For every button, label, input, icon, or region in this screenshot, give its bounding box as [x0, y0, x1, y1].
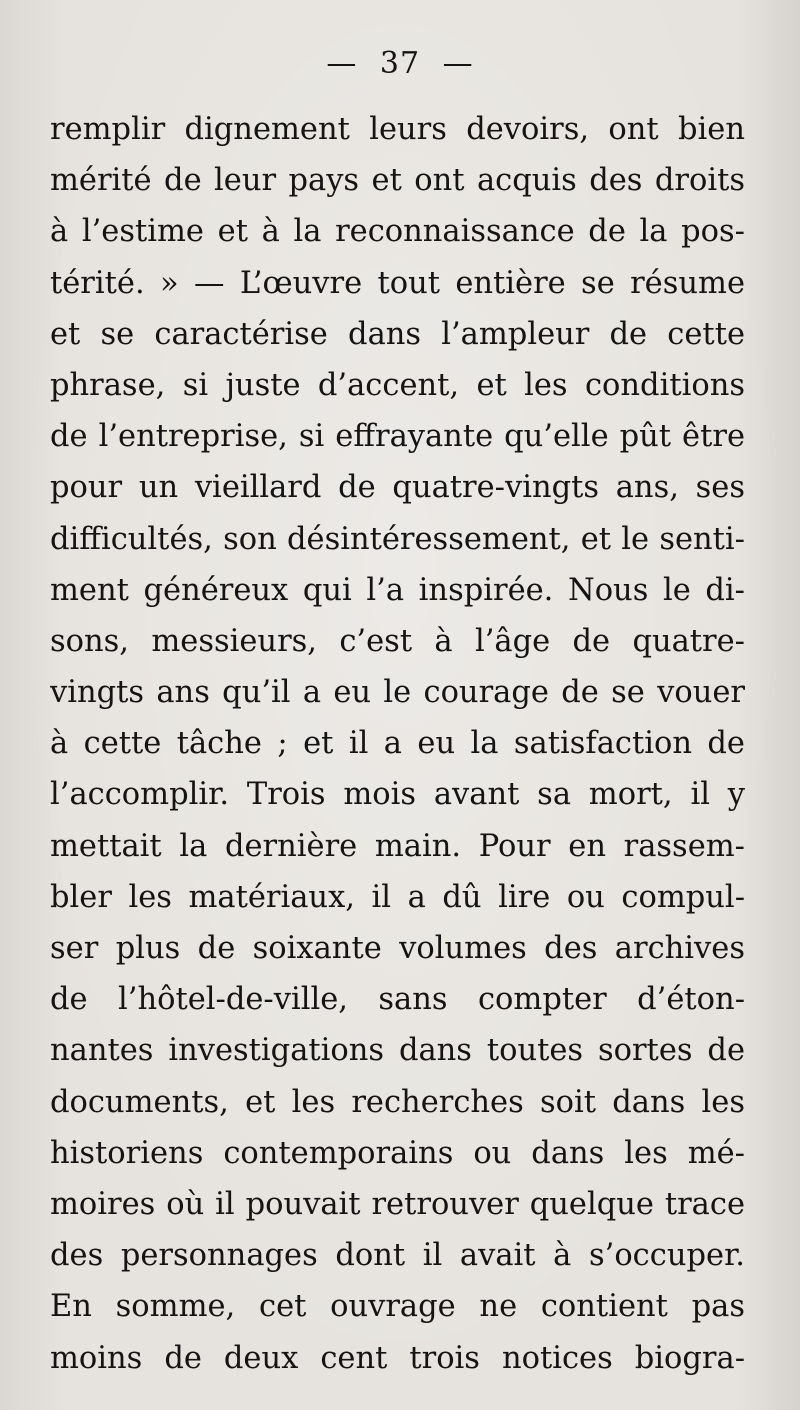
text-line: remplir dignement leurs devoirs, ont bien: [50, 112, 745, 147]
text-line: à l’estime et à la reconnaissance de la pos-: [50, 214, 745, 250]
text-line: nantes investigations dans toutes sortes de: [50, 1033, 745, 1069]
text-line: moins de deux cent trois notices biogra-: [50, 1340, 745, 1376]
text-line: bler les matériaux, il a dû lire ou compul-: [50, 879, 745, 915]
text-line: mettait la dernière main. Pour en rassem-: [50, 828, 745, 864]
text-line: des personnages dont il avait à s’occuper.: [50, 1238, 745, 1274]
page-number: 37: [379, 46, 421, 81]
text-line: mérité de leur pays et ont acquis des droits: [50, 163, 745, 199]
text-line: historiens contemporains ou dans les mé-: [50, 1135, 745, 1171]
page-number-header: [0, 44, 800, 84]
text-line: térité. » — L’œuvre tout entière se résume: [50, 265, 745, 301]
text-line: ser plus de soixante volumes des archives: [50, 931, 745, 966]
text-line: de l’hôtel-de-ville, sans compter d’éton-: [50, 982, 745, 1018]
header-dash-right: —: [442, 46, 474, 81]
header-dash-left: —: [326, 46, 358, 81]
text-line: de l’entreprise, si effrayante qu’elle pût être: [50, 419, 745, 455]
text-line: à cette tâche ; et il a eu la satisfaction de: [50, 726, 745, 762]
text-line: l’accomplir. Trois mois avant sa mort, il y: [50, 777, 745, 813]
text-line: sons, messieurs, c’est à l’âge de quatre-: [50, 623, 745, 659]
text-line: documents, et les recherches soit dans les: [50, 1084, 745, 1120]
text-line: pour un vieillard de quatre-vingts ans, ses: [50, 470, 745, 506]
text-line: moires où il pouvait retrouver quelque trace: [50, 1186, 745, 1222]
body-text: [50, 104, 745, 1384]
text-line: et se caractérise dans l’ampleur de cette: [50, 316, 745, 352]
text-line: difficultés, son désintéressement, et le senti-: [50, 521, 745, 557]
text-line: vingts ans qu’il a eu le courage de se vouer: [50, 675, 745, 711]
text-line: phrase, si juste d’accent, et les conditions: [50, 367, 745, 403]
text-line: En somme, cet ouvrage ne contient pas: [50, 1289, 745, 1325]
text-line: ment généreux qui l’a inspirée. Nous le di-: [50, 572, 745, 608]
